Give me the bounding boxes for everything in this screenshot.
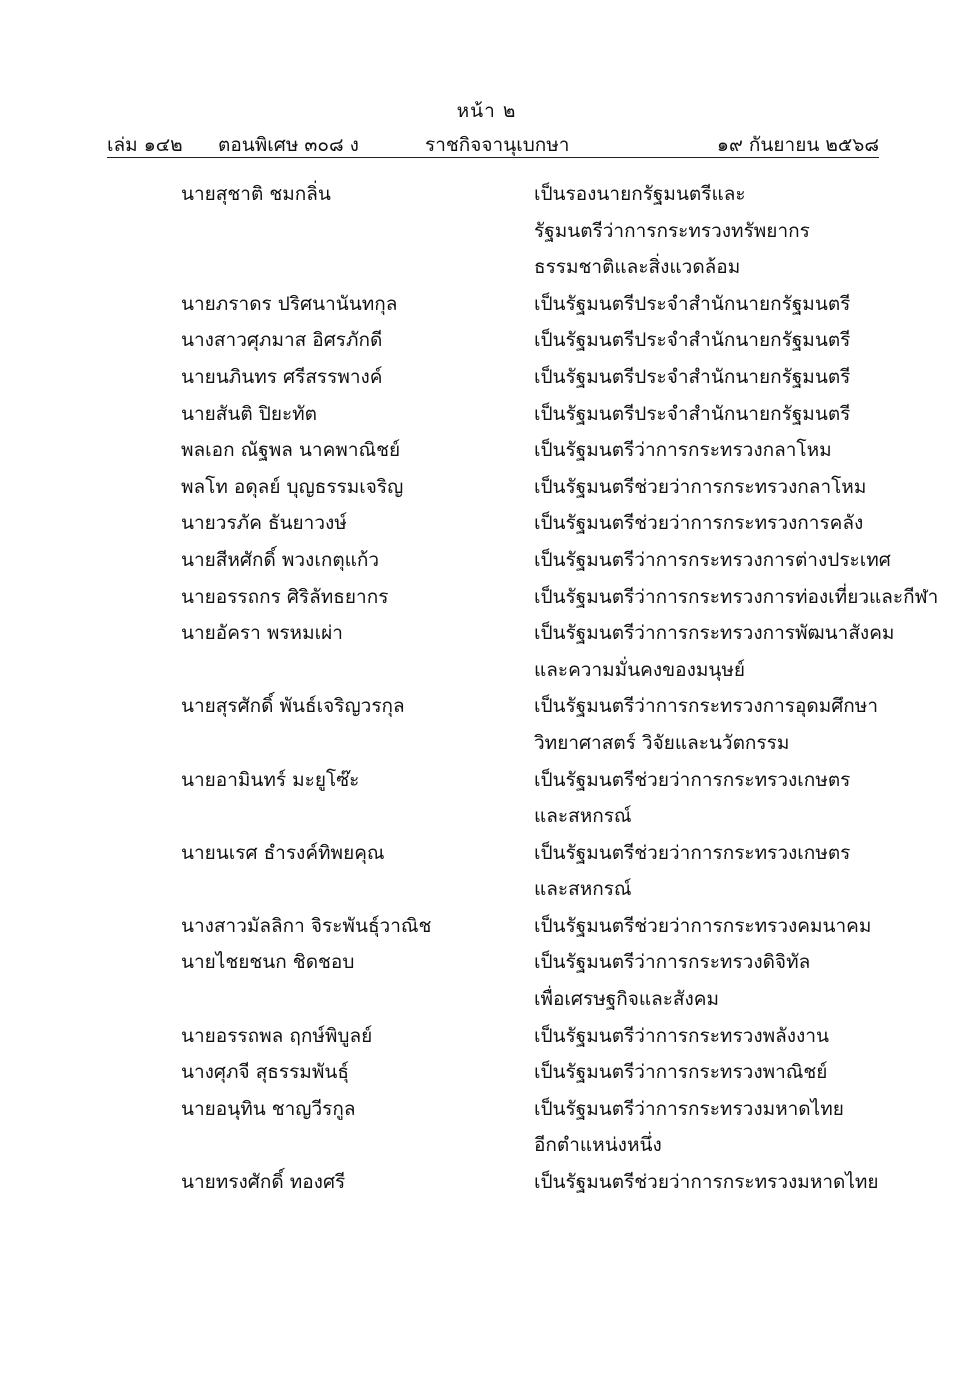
minister-name: นายอามินทร์ มะยูโซ๊ะ <box>181 768 360 791</box>
minister-position <box>534 322 934 359</box>
minister-position <box>534 1018 934 1055</box>
minister-position <box>534 286 934 323</box>
minister-position <box>534 469 934 506</box>
position-line: เป็นรัฐมนตรีว่าการกระทรวงพาณิชย์ <box>534 1061 828 1084</box>
position-line: เป็นรัฐมนตรีว่าการกระทรวงการต่างประเทศ <box>534 548 891 571</box>
appointment-entry <box>0 835 973 908</box>
appointment-entry <box>0 396 973 433</box>
gazette-header <box>107 130 879 156</box>
position-line: และสหกรณ์ <box>534 878 632 901</box>
minister-position <box>534 1054 934 1091</box>
appointment-entry <box>0 1164 973 1201</box>
appointment-entry <box>0 615 973 688</box>
position-line: เป็นรัฐมนตรีว่าการกระทรวงกลาโหม <box>534 439 832 462</box>
minister-name: นายวรภัค ธันยาวงษ์ <box>181 512 347 535</box>
header-divider <box>107 157 879 158</box>
page-number: หน้า ๒ <box>456 100 517 122</box>
minister-position <box>534 542 934 579</box>
minister-name: นายนเรศ ธำรงค์ทิพยคุณ <box>181 841 385 864</box>
minister-name: นายอรรถพล ฤกษ์พิบูลย์ <box>181 1024 373 1047</box>
appointment-entry <box>0 322 973 359</box>
minister-name: นายอรรถกร ศิริลัทธยากร <box>181 585 389 608</box>
minister-name: นายภราดร ปริศนานันทกุล <box>181 292 398 315</box>
header-section: ตอนพิเศษ ๓๐๘ ง <box>218 134 359 156</box>
minister-position <box>534 1091 934 1164</box>
minister-name: นางสาวมัลลิกา จิระพันธุ์วาณิช <box>181 914 432 937</box>
header-gazette-title: ราชกิจจานุเบกษา <box>425 134 570 156</box>
position-line: เป็นรัฐมนตรีว่าการกระทรวงมหาดไทย <box>534 1097 844 1120</box>
position-line: เป็นรัฐมนตรีประจำสำนักนายกรัฐมนตรี <box>534 402 851 425</box>
position-line: เป็นรองนายกรัฐมนตรีและ <box>534 183 746 205</box>
appointment-entry <box>0 579 973 616</box>
minister-name: นายนภินทร ศรีสรรพางค์ <box>181 365 383 388</box>
position-line: เป็นรัฐมนตรีช่วยว่าการกระทรวงคมนาคม <box>534 914 872 937</box>
appointment-list <box>0 176 973 1201</box>
header-volume: เล่ม ๑๔๒ <box>107 134 183 156</box>
appointment-entry <box>0 944 973 1017</box>
position-line: เป็นรัฐมนตรีว่าการกระทรวงพลังงาน <box>534 1024 829 1047</box>
position-line: เป็นรัฐมนตรีช่วยว่าการกระทรวงเกษตร <box>534 841 851 864</box>
position-line: เป็นรัฐมนตรีประจำสำนักนายกรัฐมนตรี <box>534 329 851 352</box>
appointment-entry <box>0 1018 973 1055</box>
minister-name: นายไชยชนก ชิดชอบ <box>181 951 355 974</box>
minister-name: นายสุรศักดิ์ พันธ์เจริญวรกุล <box>181 695 405 718</box>
minister-position <box>534 396 934 433</box>
minister-position <box>534 579 939 616</box>
minister-position <box>534 688 934 761</box>
position-line: เป็นรัฐมนตรีว่าการกระทรวงการท่องเที่ยวและกีฬา <box>534 585 939 608</box>
position-line: เป็นรัฐมนตรีช่วยว่าการกระทรวงเกษตร <box>534 768 851 791</box>
appointment-entry <box>0 176 973 286</box>
appointment-entry <box>0 762 973 835</box>
minister-position <box>534 505 934 542</box>
minister-position <box>534 762 934 835</box>
minister-name: นายทรงศักดิ์ ทองศรี <box>181 1171 346 1194</box>
position-line: อีกตำแหน่งหนึ่ง <box>534 1134 662 1157</box>
appointment-entry <box>0 286 973 323</box>
position-line: ธรรมชาติและสิ่งแวดล้อม <box>534 256 741 279</box>
minister-position <box>534 615 934 688</box>
minister-name: นางสาวศุภมาส อิศรภักดี <box>181 329 383 352</box>
position-line: เป็นรัฐมนตรีช่วยว่าการกระทรวงการคลัง <box>534 512 864 535</box>
minister-name: พลเอก ณัฐพล นาคพาณิชย์ <box>181 439 401 462</box>
appointment-entry <box>0 1054 973 1091</box>
appointment-entry <box>0 505 973 542</box>
minister-position <box>534 1164 934 1201</box>
minister-position <box>534 176 934 286</box>
position-line: เป็นรัฐมนตรีประจำสำนักนายกรัฐมนตรี <box>534 292 851 315</box>
minister-position <box>534 835 934 908</box>
minister-position <box>534 359 934 396</box>
minister-name: นายสันติ ปิยะทัต <box>181 402 318 425</box>
position-line: วิทยาศาสตร์ วิจัยและนวัตกรรม <box>534 731 790 754</box>
header-date: ๑๙ กันยายน ๒๕๖๘ <box>716 134 879 156</box>
position-line: และสหกรณ์ <box>534 805 632 828</box>
position-line: เป็นรัฐมนตรีว่าการกระทรวงดิจิทัล <box>534 951 811 974</box>
appointment-entry <box>0 432 973 469</box>
position-line: เป็นรัฐมนตรีช่วยว่าการกระทรวงมหาดไทย <box>534 1171 879 1194</box>
appointment-entry <box>0 469 973 506</box>
position-line: เป็นรัฐมนตรีช่วยว่าการกระทรวงกลาโหม <box>534 475 867 498</box>
appointment-entry <box>0 688 973 761</box>
position-line: เพื่อเศรษฐกิจและสังคม <box>534 988 720 1011</box>
appointment-entry <box>0 542 973 579</box>
minister-name: นายสีหศักดิ์ พวงเกตุแก้ว <box>181 548 380 571</box>
position-line: และความมั่นคงของมนุษย์ <box>534 658 746 681</box>
appointment-entry <box>0 908 973 945</box>
minister-name: นายสุชาติ ชมกลิ่น <box>181 183 331 205</box>
minister-name: นายอัครา พรหมเผ่า <box>181 622 343 645</box>
minister-position <box>534 432 934 469</box>
appointment-entry <box>0 1091 973 1164</box>
minister-name: พลโท อดุลย์ บุญธรรมเจริญ <box>181 475 404 498</box>
position-line: เป็นรัฐมนตรีว่าการกระทรวงการพัฒนาสังคม <box>534 622 895 645</box>
minister-name: นายอนุทิน ชาญวีรกูล <box>181 1097 356 1120</box>
minister-position <box>534 908 934 945</box>
position-line: รัฐมนตรีว่าการกระทรวงทรัพยากร <box>534 219 810 242</box>
minister-name: นางศุภจี สุธรรมพันธุ์ <box>181 1061 349 1084</box>
minister-position <box>534 944 934 1017</box>
position-line: เป็นรัฐมนตรีว่าการกระทรวงการอุดมศึกษา <box>534 695 879 718</box>
position-line: เป็นรัฐมนตรีประจำสำนักนายกรัฐมนตรี <box>534 365 851 388</box>
appointment-entry <box>0 359 973 396</box>
